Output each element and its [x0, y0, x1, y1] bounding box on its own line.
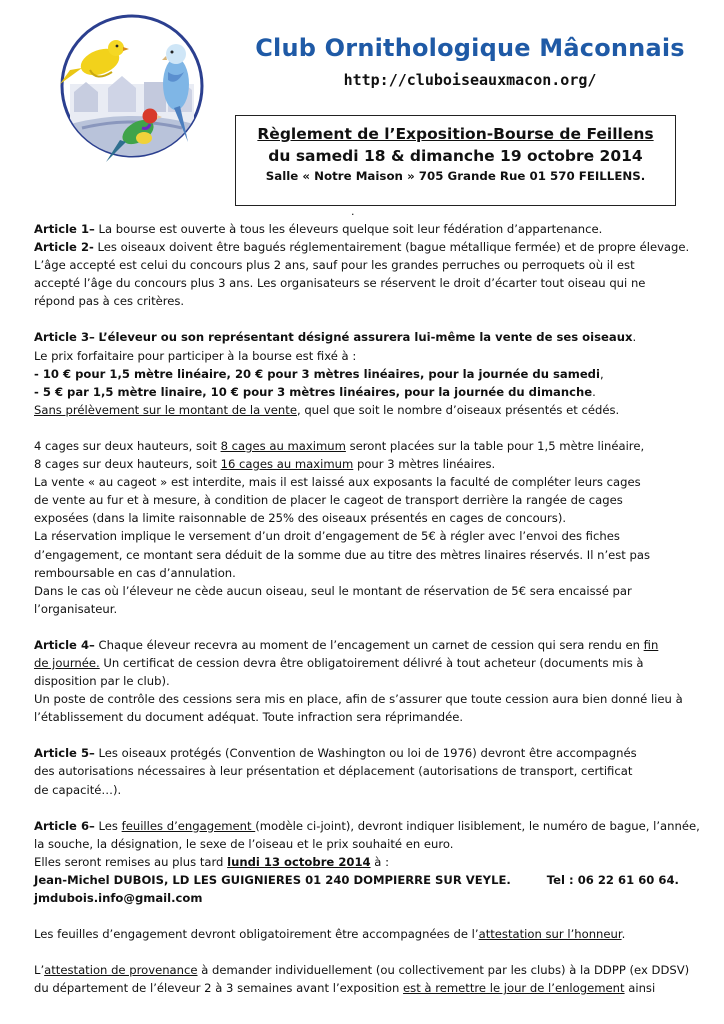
article-3-line: La vente « au cageot » est interdite, mais il est laissé aux exposants la faculté de compléter leurs cages [34, 475, 641, 490]
article-3-line [34, 401, 694, 419]
contact-address: Jean-Michel DUBOIS, LD LES GUIGNIERES 01 240 DOMPIERRE SUR VEYLE. [34, 872, 511, 887]
cages-text: pour 3 mètres linéaires. [353, 457, 496, 472]
contact-line [34, 871, 694, 889]
article-4-text: Chaque éleveur recevra au moment de l’encagement un carnet de cession qui sera rendu en [98, 637, 644, 652]
article-3-line: Le prix forfaitaire pour participer à la bourse est fixé à : [34, 348, 357, 363]
honour-statement: attestation sur l’honneur [478, 927, 622, 942]
price-sunday [34, 383, 694, 401]
price-saturday-text: - 10 € pour 1,5 mètre linéaire, 20 € pour 3 mètres linéaires, pour la journée du samedi [34, 366, 600, 381]
article-6-line [34, 979, 694, 997]
club-website-link[interactable]: http://cluboiseauxmacon.org/ [343, 71, 597, 89]
article-6-text: ainsi [624, 981, 656, 996]
article-6-line [34, 853, 694, 871]
end-of-day-note-cont: de journée. [34, 655, 100, 670]
price-saturday-end: , [599, 366, 604, 381]
article-3-line: d’engagement, ce montant sera déduit de la somme due au titre des mètres linaires réservés. Il n’est pas [34, 547, 651, 562]
article-4-line: disposition par le club). [34, 674, 170, 689]
article-6-label: Article 6– [34, 818, 95, 833]
article-5-label: Article 5– [34, 746, 95, 761]
article-3-line-rest: , quel que soit le nombre d’oiseaux présentés et cédés. [296, 402, 620, 417]
club-name: Club Ornithologique Mâconnais [255, 34, 685, 62]
article-4-line [34, 654, 694, 672]
entry-forms-link: feuilles d’engagement [121, 818, 256, 833]
article-2-label: Article 2- [34, 240, 94, 255]
article-6-line: la souche, la désignation, le sexe de l’oiseau et le prix souhaité en euro. [34, 836, 454, 851]
article-4 [34, 636, 694, 654]
article-6-text: à demander individuellement (ou collectivement par les clubs) à la DDPP (ex DDSV) [197, 963, 690, 978]
article-3 [34, 328, 694, 346]
end-of-day-note: fin [643, 637, 659, 652]
event-dates: du samedi 18 & dimanche 19 octobre 2014 [268, 147, 643, 165]
club-logo-birds [26, 12, 218, 172]
article-5-text: Les oiseaux protégés (Convention de Washington ou loi de 1976) devront être accompagnés [98, 746, 637, 761]
article-1-text: La bourse est ouverte à tous les éleveurs quelque soit leur fédération d’appartenance. [98, 222, 603, 236]
article-3-line: remboursable en cas d’annulation. [34, 565, 236, 580]
no-commission-note: Sans prélèvement sur le montant de la vente [34, 402, 297, 417]
provenance-certificate: attestation de provenance [44, 963, 198, 978]
price-sunday-text: - 5 € par 1,5 mètre linaire, 10 € pour 3 mètres linéaires, pour la journée du dimanche [34, 384, 593, 399]
article-6-text: (modèle ci-joint), devront indiquer lisiblement, le numéro de bague, l’année, [255, 818, 700, 833]
contact-phone: Tel : 06 22 61 60 64. [546, 872, 679, 887]
article-4-label: Article 4– [34, 637, 95, 652]
cages-max-8: 8 cages au maximum [220, 438, 346, 453]
event-venue: Salle « Notre Maison » 705 Grande Rue 01 570 FEILLENS. [265, 169, 646, 183]
article-1 [34, 220, 694, 238]
article-3-line: Dans le cas où l’éleveur ne cède aucun oiseau, seul le montant de réservation de 5€ sera encaissé par [34, 583, 632, 598]
article-1-label: Article 1– [34, 222, 95, 236]
article-6-text: . [621, 927, 626, 942]
article-2-line: accepté l’âge du concours plus 3 ans. Les organisateurs se réservent le droit d’écarter tout oiseau qui ne [34, 276, 646, 291]
article-6-text: Les feuilles d’engagement devront obligatoirement être accompagnées de l’ [34, 927, 479, 942]
collection-day-note: est à remettre le jour de l’enlogement [403, 981, 625, 996]
separator-dot: . [351, 205, 355, 218]
article-6-line [34, 961, 694, 979]
deadline-date: lundi 13 octobre 2014 [227, 854, 371, 869]
price-sunday-end: . [592, 384, 596, 399]
exhibition-title-box [235, 115, 676, 206]
cages-max-16: 16 cages au maximum [220, 457, 354, 472]
article-6-text: Elles seront remises au plus tard [34, 854, 228, 869]
article-6-text: du département de l’éleveur 2 à 3 semaines avant l’exposition [34, 981, 404, 996]
article-5-line: de capacité…). [34, 782, 122, 797]
cages-text: seront placées sur la table pour 1,5 mètre linéaire, [345, 438, 645, 453]
article-3-heading-end: . [632, 330, 637, 345]
article-5 [34, 744, 694, 762]
price-saturday [34, 365, 694, 383]
cages-rule-2 [34, 455, 694, 473]
article-3-heading: L’éleveur ou son représentant désigné assurera lui-même la vente de ses oiseaux [98, 330, 633, 345]
article-6-text: Les [98, 818, 122, 833]
article-2-line: L’âge accepté est celui du concours plus 2 ans, sauf pour les grandes perruches ou perroquets où il est [34, 258, 635, 273]
article-4-line: l’établissement du document adéquat. Toute infraction sera réprimandée. [34, 710, 464, 725]
cages-text: 8 cages sur deux hauteurs, soit [34, 457, 221, 472]
article-3-line: de vente au fur et à mesure, à condition de placer le cageot de transport derrière la rangée de cages [34, 493, 623, 508]
article-5-line: des autorisations nécessaires à leur présentation et déplacement (autorisations de transport, certificat [34, 764, 633, 779]
article-2-line: répond pas à ces critères. [34, 294, 185, 309]
regulation-body [34, 220, 700, 997]
article-2-line: Les oiseaux doivent être bagués réglementairement (bague métallique fermée) et de propre élevage. [97, 240, 690, 255]
article-6 [34, 817, 700, 835]
article-3-label: Article 3– [34, 330, 95, 345]
article-2 [34, 238, 694, 256]
article-4-text: Un certificat de cession devra être obligatoirement délivré à tout acheteur (documents mis à [99, 655, 644, 670]
article-6-text: L’ [34, 963, 45, 978]
cages-rule-1 [34, 437, 694, 455]
article-4-line: Un poste de contrôle des cessions sera mis en place, afin de s’assurer que toute cession aura bien donné lieu à [34, 692, 683, 707]
article-6-text: à : [370, 854, 389, 869]
cages-text: 4 cages sur deux hauteurs, soit [34, 438, 221, 453]
article-6-line [34, 925, 694, 943]
article-3-line: exposées (dans la limite raisonnable de 25% des oiseaux présentés en cages de concours). [34, 511, 567, 526]
article-3-line: La réservation implique le versement d’un droit d’engagement de 5€ à régler avec l’envoi des fiches [34, 529, 620, 544]
regulation-title: Règlement de l’Exposition-Bourse de Feillens [257, 125, 654, 143]
article-3-line: l’organisateur. [34, 601, 118, 616]
contact-email[interactable]: jmdubois.info@gmail.com [34, 891, 203, 905]
